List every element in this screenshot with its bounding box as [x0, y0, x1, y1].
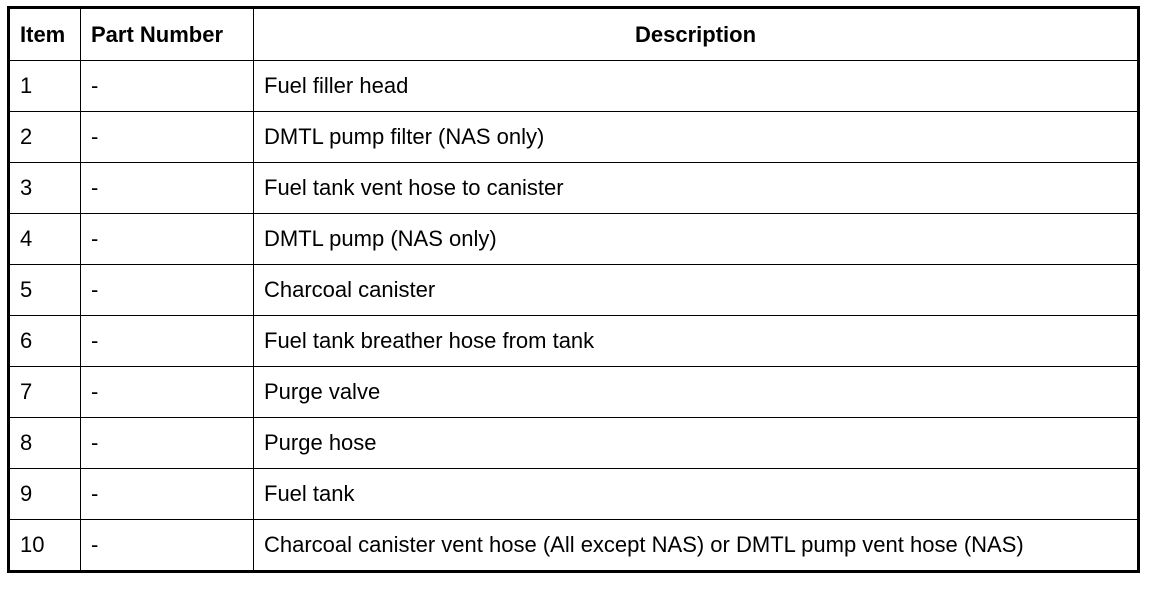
cell-item: 8	[9, 418, 81, 469]
table-row	[9, 61, 1139, 112]
cell-item: 5	[9, 265, 81, 316]
cell-item: 3	[9, 163, 81, 214]
cell-item: 10	[9, 520, 81, 572]
cell-description: DMTL pump filter (NAS only)	[254, 112, 1139, 163]
cell-item: 6	[9, 316, 81, 367]
cell-item: 9	[9, 469, 81, 520]
table-row	[9, 265, 1139, 316]
table-row	[9, 520, 1139, 572]
table-row	[9, 163, 1139, 214]
table-row	[9, 112, 1139, 163]
table-header	[9, 8, 1139, 61]
cell-part-number: -	[81, 316, 254, 367]
table-row	[9, 418, 1139, 469]
cell-part-number: -	[81, 163, 254, 214]
cell-item: 7	[9, 367, 81, 418]
cell-description: Charcoal canister vent hose (All except NAS) or DMTL pump vent hose (NAS)	[254, 520, 1139, 572]
cell-part-number: -	[81, 112, 254, 163]
table-row	[9, 367, 1139, 418]
cell-item: 2	[9, 112, 81, 163]
cell-part-number: -	[81, 520, 254, 572]
header-row	[9, 8, 1139, 61]
cell-part-number: -	[81, 265, 254, 316]
cell-description: Fuel filler head	[254, 61, 1139, 112]
table-row	[9, 316, 1139, 367]
parts-table	[7, 6, 1140, 573]
cell-part-number: -	[81, 367, 254, 418]
cell-description: Charcoal canister	[254, 265, 1139, 316]
header-item: Item	[9, 8, 81, 61]
cell-description: Purge valve	[254, 367, 1139, 418]
table-row	[9, 469, 1139, 520]
table-row	[9, 214, 1139, 265]
cell-item: 1	[9, 61, 81, 112]
cell-part-number: -	[81, 214, 254, 265]
cell-part-number: -	[81, 418, 254, 469]
cell-part-number: -	[81, 469, 254, 520]
cell-part-number: -	[81, 61, 254, 112]
cell-description: Purge hose	[254, 418, 1139, 469]
table-body	[9, 61, 1139, 572]
cell-description: Fuel tank vent hose to canister	[254, 163, 1139, 214]
cell-description: DMTL pump (NAS only)	[254, 214, 1139, 265]
cell-description: Fuel tank breather hose from tank	[254, 316, 1139, 367]
header-description: Description	[254, 8, 1139, 61]
cell-description: Fuel tank	[254, 469, 1139, 520]
cell-item: 4	[9, 214, 81, 265]
header-part-number: Part Number	[81, 8, 254, 61]
